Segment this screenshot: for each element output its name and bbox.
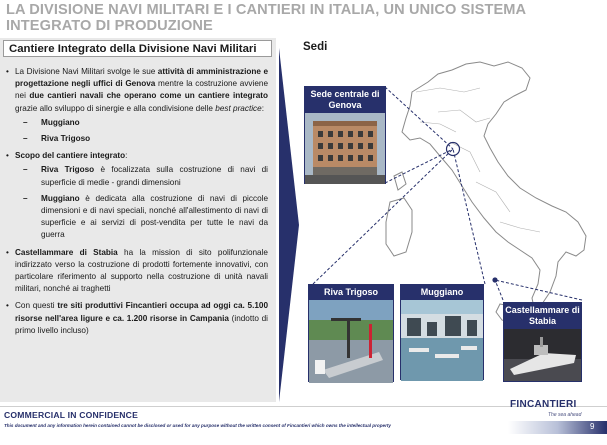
photo-riva-trigoso-label: Riva Trigoso: [309, 285, 393, 300]
muggiano-shipyard-image: [401, 300, 483, 381]
photo-genova-label: Sede centrale di Genova: [305, 87, 385, 113]
page-title: LA DIVISIONE NAVI MILITARI E I CANTIERI IN ITALIA, UN UNICO SISTEMA INTEGRATO DI PRODUZIONE: [6, 2, 526, 34]
confidential-label: COMMERCIAL IN CONFIDENCE: [4, 410, 139, 420]
disclaimer-text: This document and any information herein contained cannot be disclosed or used for any purpose without the written consent of Fincantieri which owns the intellectual property: [4, 423, 391, 428]
photo-riva-trigoso: [308, 284, 394, 382]
page-number: 9: [590, 422, 595, 431]
sub-bullet-riva-focus: – Riva Trigoso è focalizzata sulla costruzione di navi di superficie di medie - grandi dimensioni: [15, 164, 268, 188]
fincantieri-logo: FINCANTIERI: [510, 399, 577, 410]
left-panel-heading: Cantiere Integrato della Divisione Navi Militari: [3, 40, 272, 57]
chevron-right-icon: [279, 48, 299, 402]
photo-castellammare-label: Castellammare di Stabia: [504, 303, 581, 329]
sedi-heading: Sedi: [303, 41, 328, 53]
sub-bullet-muggiano-focus: – Muggiano è dedicata alla costruzione di navi di piccole dimensioni e di navi speciali, nonché all'allestimento di navi di superficie e ai servizi di post-vendita per tutte le navi da guerra: [15, 193, 268, 242]
photo-muggiano: [400, 284, 484, 380]
photo-castellammare: [503, 302, 582, 382]
logo-tagline: The sea ahead: [548, 412, 582, 418]
sub-bullet-muggiano: – Muggiano: [15, 117, 268, 129]
bullet-divisione: • La Divisione Navi Militari svolge le sue attività di amministrazione e progettazione negli uffici di Genova mentre la costruzione avviene nei due cantieri navali che operano come un cantiere integrato grazie allo sviluppo di sinergie e alla condivisione delle best practice: – Muggiano – Riva Trigoso: [6, 66, 268, 145]
bullet-castellammare: • Castellammare di Stabia ha la mission di sito polifunzionale indirizzato verso la costruzione di prodotti fortemente innovativi, con particolare riferimento al supporto nella costruzione di unità navali militari, nonché ai traghetti: [6, 247, 268, 296]
riva-trigoso-shipyard-image: [309, 300, 393, 383]
genova-building-image: [305, 113, 385, 184]
sub-bullet-riva-trigoso: – Riva Trigoso: [15, 133, 268, 145]
photo-muggiano-label: Muggiano: [401, 285, 483, 300]
castellammare-shipyard-image: [504, 329, 581, 381]
bullet-siti: • Con questi tre siti produttivi Fincantieri occupa ad oggi ca. 5.100 risorse nell'area ligure e ca. 1.200 risorse in Campania (indotto di primo livello incluso): [6, 300, 268, 337]
bullet-scopo: • Scopo del cantiere integrato: – Riva Trigoso è focalizzata sulla costruzione di navi di superficie di medie - grandi dimensioni – Muggiano è dedicata alla costruzione di navi di piccole dimensioni e di navi speciali, nonché all'allestimento di navi di superficie e ai servizi di post-vendita per tutte le navi da guerra: [6, 150, 268, 241]
left-panel-body: [6, 66, 268, 342]
photo-genova: [304, 86, 386, 184]
